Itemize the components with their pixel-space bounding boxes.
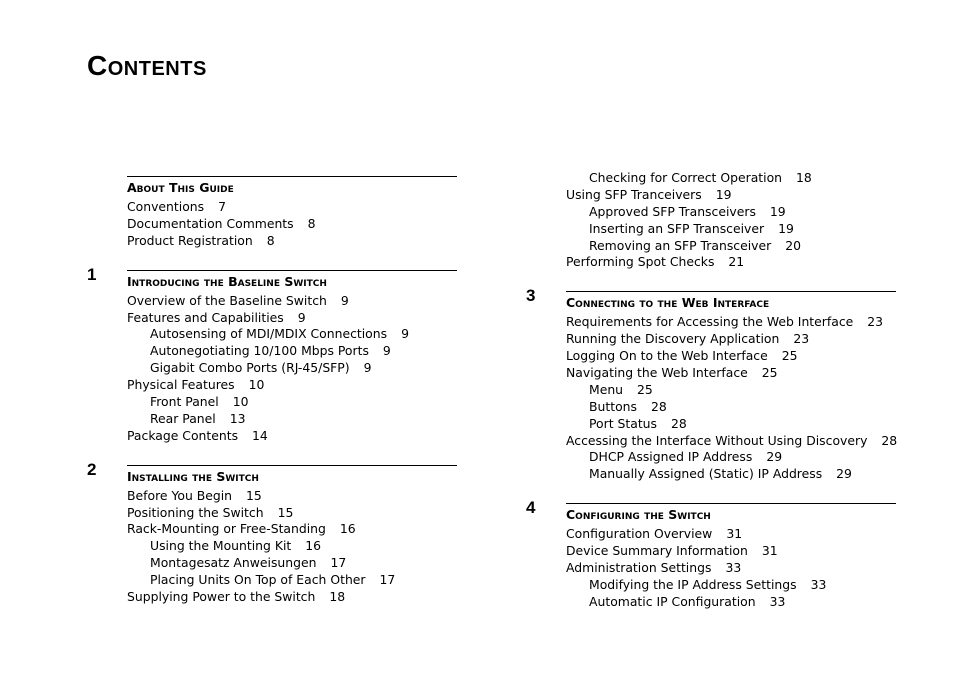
toc-entry[interactable] bbox=[566, 416, 896, 433]
toc-entry-page: 17 bbox=[330, 555, 347, 571]
toc-entry-page: 9 bbox=[297, 309, 306, 325]
toc-entry[interactable] bbox=[566, 187, 896, 204]
toc-entry[interactable] bbox=[127, 199, 457, 216]
toc-entry[interactable] bbox=[127, 326, 457, 343]
toc-entry-title: Removing an SFP Transceiver bbox=[589, 237, 772, 253]
toc-entry-title: Device Summary Information bbox=[566, 543, 748, 559]
toc-entry-page: 10 bbox=[232, 394, 249, 410]
toc-entry[interactable] bbox=[566, 399, 896, 416]
toc-entry-page: 28 bbox=[650, 398, 667, 414]
toc-section bbox=[526, 286, 898, 483]
toc-entry-list bbox=[566, 526, 896, 610]
toc-entry[interactable] bbox=[566, 526, 896, 543]
toc-entry-title: Rack-Mounting or Free-Standing bbox=[127, 521, 326, 537]
toc-entry[interactable] bbox=[127, 428, 457, 445]
toc-entry-page: 29 bbox=[766, 449, 783, 465]
toc-entry-page: 28 bbox=[671, 415, 687, 431]
toc-entry-page: 10 bbox=[248, 377, 265, 393]
toc-entry-title: Front Panel bbox=[150, 394, 219, 410]
toc-entry-page: 18 bbox=[796, 170, 812, 185]
toc-entry-title: Physical Features bbox=[127, 377, 235, 393]
toc-entry-page: 33 bbox=[725, 560, 742, 576]
toc-entry-title: Conventions bbox=[127, 199, 205, 214]
section-heading[interactable] bbox=[87, 264, 457, 293]
toc-entry[interactable] bbox=[566, 348, 896, 365]
toc-entry-page: 14 bbox=[252, 427, 268, 443]
toc-entry[interactable] bbox=[566, 543, 896, 560]
toc-entry-page: 9 bbox=[382, 343, 391, 359]
toc-entry[interactable] bbox=[127, 572, 457, 589]
toc-entry-page: 19 bbox=[769, 203, 786, 219]
toc-entry-title: Checking for Correct Operation bbox=[589, 170, 783, 185]
toc-entry-page: 8 bbox=[307, 215, 316, 231]
toc-entry-title: Modifying the IP Address Settings bbox=[589, 576, 797, 592]
toc-entry-title: Placing Units On Top of Each Other bbox=[150, 572, 366, 588]
toc-entry-title: Administration Settings bbox=[566, 560, 712, 576]
toc-section bbox=[87, 459, 457, 606]
toc-entry-page: 19 bbox=[715, 186, 732, 202]
toc-entry-title: Autonegotiating 10/100 Mbps Ports bbox=[150, 343, 369, 359]
toc-entry-list bbox=[127, 488, 457, 606]
toc-entry[interactable] bbox=[127, 488, 457, 505]
toc-entry[interactable] bbox=[127, 310, 457, 327]
toc-entry[interactable] bbox=[127, 538, 457, 555]
toc-entry-page: 9 bbox=[340, 292, 349, 308]
toc-entry-list bbox=[566, 314, 896, 483]
toc-entry-title: Montagesatz Anweisungen bbox=[150, 555, 317, 571]
toc-entry-page: 8 bbox=[266, 232, 275, 248]
toc-entry[interactable] bbox=[566, 314, 896, 331]
toc-entry[interactable] bbox=[566, 449, 896, 466]
toc-entry-page: 16 bbox=[339, 521, 356, 537]
section-heading-text: Introducing the Baseline Switch bbox=[127, 273, 327, 289]
toc-entry[interactable] bbox=[566, 433, 896, 450]
toc-section bbox=[127, 176, 457, 250]
toc-entry-title: Product Registration bbox=[127, 232, 253, 248]
page-title: Contents bbox=[87, 50, 207, 81]
toc-entry-list bbox=[127, 199, 457, 250]
toc-entry-title: Approved SFP Transceivers bbox=[589, 203, 756, 219]
toc-entry-title: Running the Discovery Application bbox=[566, 331, 780, 347]
toc-entry-page: 19 bbox=[778, 220, 794, 236]
section-heading-text: Installing the Switch bbox=[127, 468, 259, 484]
toc-entry-title: Configuration Overview bbox=[566, 526, 713, 542]
toc-entry-title: Inserting an SFP Transceiver bbox=[589, 220, 765, 236]
toc-entry[interactable] bbox=[127, 360, 457, 377]
toc-entry-title: Performing Spot Checks bbox=[566, 254, 715, 270]
toc-entry[interactable] bbox=[566, 382, 896, 399]
toc-entry[interactable] bbox=[127, 505, 457, 522]
toc-continuation-list bbox=[566, 170, 896, 271]
toc-entry-title: Package Contents bbox=[127, 427, 239, 443]
toc-entry-page: 31 bbox=[761, 543, 778, 559]
toc-entry[interactable] bbox=[566, 204, 896, 221]
toc-entry[interactable] bbox=[127, 343, 457, 360]
section-heading[interactable] bbox=[526, 498, 896, 526]
toc-entry[interactable] bbox=[127, 233, 457, 250]
toc-entry-title: Overview of the Baseline Switch bbox=[127, 292, 327, 308]
toc-entry[interactable] bbox=[566, 238, 896, 255]
toc-left-column bbox=[87, 176, 457, 606]
toc-entry-page: 29 bbox=[836, 466, 852, 482]
toc-entry-page: 23 bbox=[793, 331, 810, 347]
toc-entry-title: Logging On to the Web Interface bbox=[566, 348, 768, 364]
section-heading-text: About This Guide bbox=[127, 180, 234, 195]
toc-entry-page: 20 bbox=[785, 237, 801, 253]
toc-entry[interactable] bbox=[127, 394, 457, 411]
toc-entry-title: Menu bbox=[589, 381, 624, 397]
section-heading-text: Connecting to the Web Interface bbox=[566, 295, 770, 311]
toc-entry-page: 15 bbox=[277, 504, 294, 520]
toc-entry-page: 25 bbox=[781, 348, 798, 364]
toc-entry-title: Buttons bbox=[589, 398, 637, 414]
toc-section bbox=[526, 498, 896, 610]
section-heading-text: Configuring the Switch bbox=[566, 507, 711, 523]
toc-entry-page: 25 bbox=[761, 365, 778, 381]
toc-entry[interactable] bbox=[566, 594, 896, 611]
chapter-number: 1 bbox=[87, 264, 97, 284]
toc-entry-title: Using the Mounting Kit bbox=[150, 538, 292, 554]
chapter-number: 3 bbox=[526, 286, 536, 306]
toc-entry-title: Before You Begin bbox=[127, 487, 233, 503]
toc-entry-page: 13 bbox=[229, 410, 246, 426]
toc-entry[interactable] bbox=[566, 560, 896, 577]
toc-entry[interactable] bbox=[127, 377, 457, 394]
toc-entry-title: Manually Assigned (Static) IP Address bbox=[589, 466, 823, 482]
toc-entry[interactable] bbox=[566, 466, 896, 483]
toc-entry[interactable] bbox=[127, 555, 457, 572]
toc-entry-page: 33 bbox=[810, 576, 827, 592]
toc-entry[interactable] bbox=[566, 170, 896, 187]
chapter-number: 4 bbox=[526, 498, 536, 518]
toc-entry-page: 17 bbox=[379, 572, 396, 588]
toc-entry-page: 25 bbox=[637, 381, 653, 397]
toc-entry-title: Positioning the Switch bbox=[127, 504, 264, 520]
toc-entry-title: Automatic IP Configuration bbox=[589, 593, 756, 609]
toc-entry-page: 31 bbox=[726, 526, 743, 542]
toc-entry-title: Port Status bbox=[589, 415, 657, 431]
toc-entry[interactable] bbox=[127, 521, 457, 538]
section-heading[interactable] bbox=[526, 286, 896, 314]
toc-entry-title: Requirements for Accessing the Web Interface bbox=[566, 314, 854, 330]
toc-entry-title: Navigating the Web Interface bbox=[566, 365, 748, 381]
toc-entry-page: 18 bbox=[329, 589, 346, 605]
toc-entry-page: 9 bbox=[401, 326, 409, 342]
toc-entry[interactable] bbox=[566, 254, 896, 271]
toc-entry-title: Documentation Comments bbox=[127, 215, 294, 231]
toc-entry-list bbox=[127, 293, 457, 445]
toc-section bbox=[87, 264, 457, 445]
toc-entry[interactable] bbox=[566, 331, 896, 348]
toc-entry-title: Features and Capabilities bbox=[127, 309, 284, 325]
toc-entry-page: 33 bbox=[769, 593, 786, 609]
toc-entry-page: 21 bbox=[728, 254, 745, 270]
toc-entry-page: 16 bbox=[305, 538, 322, 554]
toc-entry-page: 28 bbox=[881, 432, 898, 448]
toc-entry-title: Autosensing of MDI/MDIX Connections bbox=[150, 326, 388, 342]
toc-entry[interactable] bbox=[127, 589, 457, 606]
toc-entry-page: 7 bbox=[218, 199, 226, 214]
toc-entry[interactable] bbox=[127, 293, 457, 310]
chapter-number: 2 bbox=[87, 459, 97, 479]
toc-entry-title: Rear Panel bbox=[150, 410, 216, 426]
toc-right-column bbox=[526, 170, 898, 611]
section-heading[interactable] bbox=[87, 459, 457, 488]
toc-entry[interactable] bbox=[566, 221, 896, 238]
toc-entry[interactable] bbox=[127, 216, 457, 233]
toc-entry-page: 23 bbox=[867, 314, 884, 330]
toc-entry[interactable] bbox=[127, 411, 457, 428]
toc-entry-title: DHCP Assigned IP Address bbox=[589, 449, 753, 465]
toc-entry-title: Accessing the Interface Without Using Discovery bbox=[566, 432, 868, 448]
toc-entry-title: Gigabit Combo Ports (RJ-45/SFP) bbox=[150, 360, 350, 376]
toc-entry-page: 9 bbox=[363, 360, 372, 376]
toc-entry-title: Supplying Power to the Switch bbox=[127, 589, 316, 605]
toc-entry[interactable] bbox=[566, 365, 896, 382]
toc-entry-page: 15 bbox=[246, 487, 262, 503]
toc-entry-title: Using SFP Tranceivers bbox=[566, 186, 702, 202]
section-heading[interactable] bbox=[127, 176, 457, 199]
toc-entry[interactable] bbox=[566, 577, 896, 594]
